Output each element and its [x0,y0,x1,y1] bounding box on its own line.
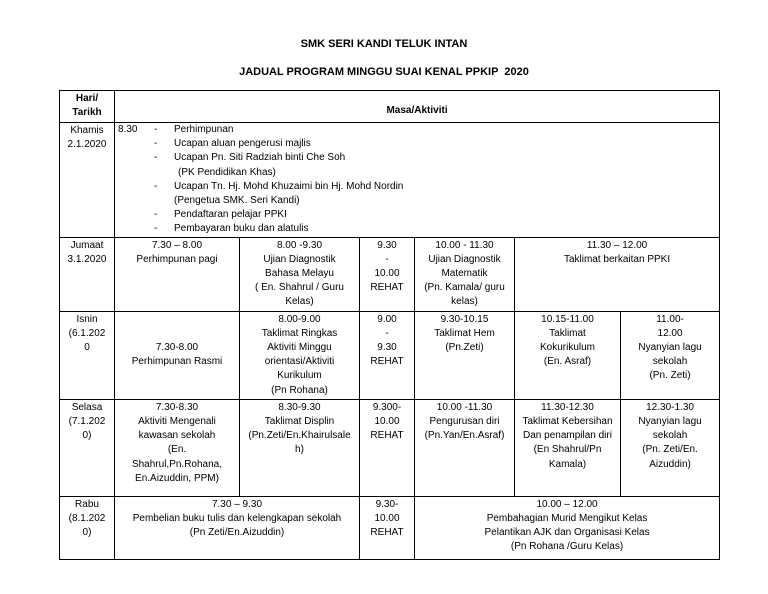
slot-text: REHAT [370,527,404,539]
khamis-line [115,180,719,194]
slot-taklimat-ringkas [240,311,360,399]
slot-time: 12.00 [657,327,683,339]
school-name: SMK SERI KANDI TELUK INTAN [300,38,468,50]
khamis-time-spacer [115,151,154,165]
day-date: 0) [82,430,92,442]
slot-time: 11.00- [656,313,684,325]
slot-text: kelas) [451,296,478,308]
slot-text: (Pn Rohana /Guru Kelas) [510,541,624,553]
list-dash: - [154,138,158,150]
day-date: (7.1.202 [68,415,106,427]
slot-time: 7.30-8.30 [155,401,199,413]
slot-text: Aizuddin) [649,458,691,470]
slot-text: Ujian Diagnostik [263,253,336,265]
slot-aktiviti-mengenali [115,399,240,496]
slot-text: (Pn. Kamala/ guru [424,282,505,294]
schedule-table [59,90,720,560]
day-cell-jumaat [60,237,115,311]
list-item: Ucapan aluan pengerusi majlis [174,138,311,150]
slot-taklimat-displin [240,399,360,496]
slot-text: Taklimat [549,327,586,339]
slot-text: sekolah [652,356,688,368]
slot-text: (En. Asraf) [543,356,592,368]
slot-text: Ujian Diagnostik [428,253,501,265]
slot-nyanyian-lagu [621,311,720,399]
slot-time: 8.00 -9.30 [276,239,323,251]
title-text: JADUAL PROGRAM MINGGU SUAI KENAL PPKIP [239,66,499,78]
day-name: Isnin [76,313,98,325]
slot-perhimpunan-rasmi [115,311,240,399]
slot-text: Kelas) [285,296,314,308]
slot-rehat [360,399,415,496]
slot-text: Taklimat Hem [434,327,495,339]
slot-text: REHAT [370,282,404,294]
slot-time: 10.00 [374,512,400,524]
table-row-khamis [60,123,720,238]
slot-taklimat-ppki [515,237,720,311]
day-cell-rabu [60,496,115,559]
khamis-line [115,194,719,208]
khamis-line [115,222,719,236]
khamis-activities [115,123,720,238]
khamis-line [115,151,719,165]
slot-text: Shahrul,Pn.Rohana, [131,458,223,470]
day-date: 3.1.2020 [67,253,107,265]
slot-text: 10.00 [374,267,400,279]
slot-time: 9.00 [377,313,397,325]
khamis-time: 8.30 [118,124,138,135]
khamis-time-spacer [115,166,154,180]
list-dash [154,194,174,208]
slot-text: (En Shahrul/Pn [533,444,602,456]
slot-text: orientasi/Aktiviti [264,356,335,368]
slot-text: (Pn. Zeti/En. [642,444,698,456]
list-dash: - [154,152,158,164]
slot-text: REHAT [370,430,404,442]
slot-rehat [360,311,415,399]
slot-rehat [360,237,415,311]
slot-taklimat-kebersihan [515,399,621,496]
day-name: Khamis [70,125,104,136]
list-item: (PK Pendidikan Khas) [178,166,276,178]
khamis-time-spacer [115,222,154,236]
slot-text: Kurikulum [277,370,322,382]
slot-text: Perhimpunan pagi [136,253,218,265]
slot-time: 11.30 – 12.00 [586,239,648,251]
slot-text: (Pn. Zeti) [649,370,691,382]
slot-text: Bahasa Melayu [265,267,334,279]
slot-time: 8.30-9.30 [278,401,321,413]
table-row-selasa [60,399,720,496]
slot-text: (En. [167,444,187,456]
col-header-day-line2: Tarikh [72,107,102,119]
slot-text: Kokurikulum [539,341,596,353]
table-row-rabu [60,496,720,559]
list-item: Pembayaran buku dan alatulis [174,223,309,235]
slot-text: Pembahagian Murid Mengikut Kelas [486,512,648,524]
slot-text: Pelantikan AJK dan Organisasi Kelas [484,527,650,539]
col-header-day [60,91,115,123]
slot-text: Nyanyian lagu [638,341,702,353]
day-date: 2.1.2020 [67,139,107,151]
slot-text: En.Aizuddin, PPM) [135,472,219,484]
slot-text: 9.30 [377,341,397,353]
day-cell-khamis [60,123,115,238]
list-item: Pendaftaran pelajar PPKI [174,209,287,221]
day-name: Rabu [75,498,99,510]
khamis-line [115,208,719,222]
slot-time: 9.300- [372,401,402,413]
list-dash: - [154,223,158,235]
slot-text: Nyanyian lagu [638,415,702,427]
day-name: Jumaat [70,239,104,251]
slot-time: 10.00 – 12.00 [536,498,598,510]
header-row [60,91,720,123]
document-title [0,66,768,78]
slot-ujian-matematik [415,237,515,311]
slot-time: 7.30 – 9.30 [211,498,263,510]
slot-text: h) [295,444,304,456]
slot-text: Dan penampilan diri [523,430,612,442]
title-year: 2020 [504,66,529,78]
khamis-time-spacer [115,180,154,194]
slot-text: Aktiviti Mengenali [138,415,216,427]
slot-text: sekolah [652,430,688,442]
slot-nyanyian-lagu [621,399,720,496]
day-name: Selasa [71,401,103,413]
slot-text: Pembelian buku tulis dan kelengkapan sekolah [132,512,342,524]
slot-text: Taklimat Kebersihan [522,415,613,427]
list-item: Perhimpunan [174,124,234,135]
slot-text: ( En. Shahrul / Guru [255,282,344,294]
day-date: (8.1.202 [68,512,106,524]
list-dash: - [154,209,158,221]
slot-time: 10.00 - 11.30 [435,239,494,251]
slot-text: Matematik [441,267,488,279]
list-dash: - [154,124,158,135]
list-dash: - [154,180,158,192]
slot-text: (Pn Zeti/En.Aizuddin) [189,527,285,539]
khamis-line [115,166,719,180]
slot-text: Taklimat Ringkas [261,327,338,339]
slot-time: 8.00-9.00 [278,313,321,325]
slot-perhimpunan-pagi [115,237,240,311]
slot-text: (Pn.Zeti) [445,341,484,353]
list-dash [154,166,174,180]
slot-text: - [385,327,389,339]
slot-text: (Pn Rohana) [271,384,328,396]
slot-time: 11.30-12.30 [541,401,594,413]
list-item: Ucapan Pn. Siti Radziah binti Che Soh [174,152,346,164]
list-item: Ucapan Tn. Hj. Mohd Khuzaimi bin Hj. Mohd Nordin [174,180,404,192]
khamis-time-spacer [115,208,154,222]
day-date: (6.1.202 [68,327,106,339]
day-cell-selasa [60,399,115,496]
slot-time: 7.30-8.00 [155,341,199,353]
list-item: (Pengetua SMK. Seri Kandi) [174,194,300,206]
slot-time: 10.15-11.00 [541,313,594,325]
slot-taklimat-kokurikulum [515,311,621,399]
slot-time: 9.30 [377,239,397,251]
khamis-time-spacer [115,194,154,208]
slot-rehat [360,496,415,559]
slot-pembelian-buku [115,496,360,559]
slot-text: REHAT [370,356,404,368]
khamis-time-spacer [115,137,154,151]
slot-time: 9.30- [375,498,399,510]
slot-text: Aktiviti Minggu [267,341,332,353]
slot-text: - [385,253,389,265]
table-row-jumaat [60,237,720,311]
slot-time: 10.00 [374,415,400,427]
slot-taklimat-hem [415,311,515,399]
slot-time: 9.30-10.15 [440,313,489,325]
col-header-day-line1: Hari/ [75,93,99,104]
slot-pembahagian-murid [415,496,720,559]
slot-text: kawasan sekolah [138,430,216,442]
slot-time: 12.30-1.30 [646,401,694,413]
slot-time: 10.00 -11.30 [436,401,493,413]
day-date: 0 [84,341,90,353]
khamis-line [115,123,719,137]
khamis-line [115,137,719,151]
slot-text: (Pn.Zeti/En.Khairulsale [248,430,351,442]
slot-text: Perhimpunan Rasmi [131,356,223,368]
slot-text: Taklimat berkaitan PPKI [563,253,671,265]
slot-text: Taklimat Displin [264,415,335,427]
slot-ujian-bm [240,237,360,311]
col-header-activity: Masa/Aktiviti [115,91,720,123]
day-date: 0) [82,527,92,539]
slot-text: Kamala) [548,458,587,470]
day-cell-isnin [60,311,115,399]
table-row-isnin [60,311,720,399]
slot-text: Pengurusan diri [429,415,500,427]
slot-pengurusan-diri [415,399,515,496]
slot-text: (Pn.Yan/En.Asraf) [424,430,505,442]
slot-time: 7.30 – 8.00 [151,239,203,251]
